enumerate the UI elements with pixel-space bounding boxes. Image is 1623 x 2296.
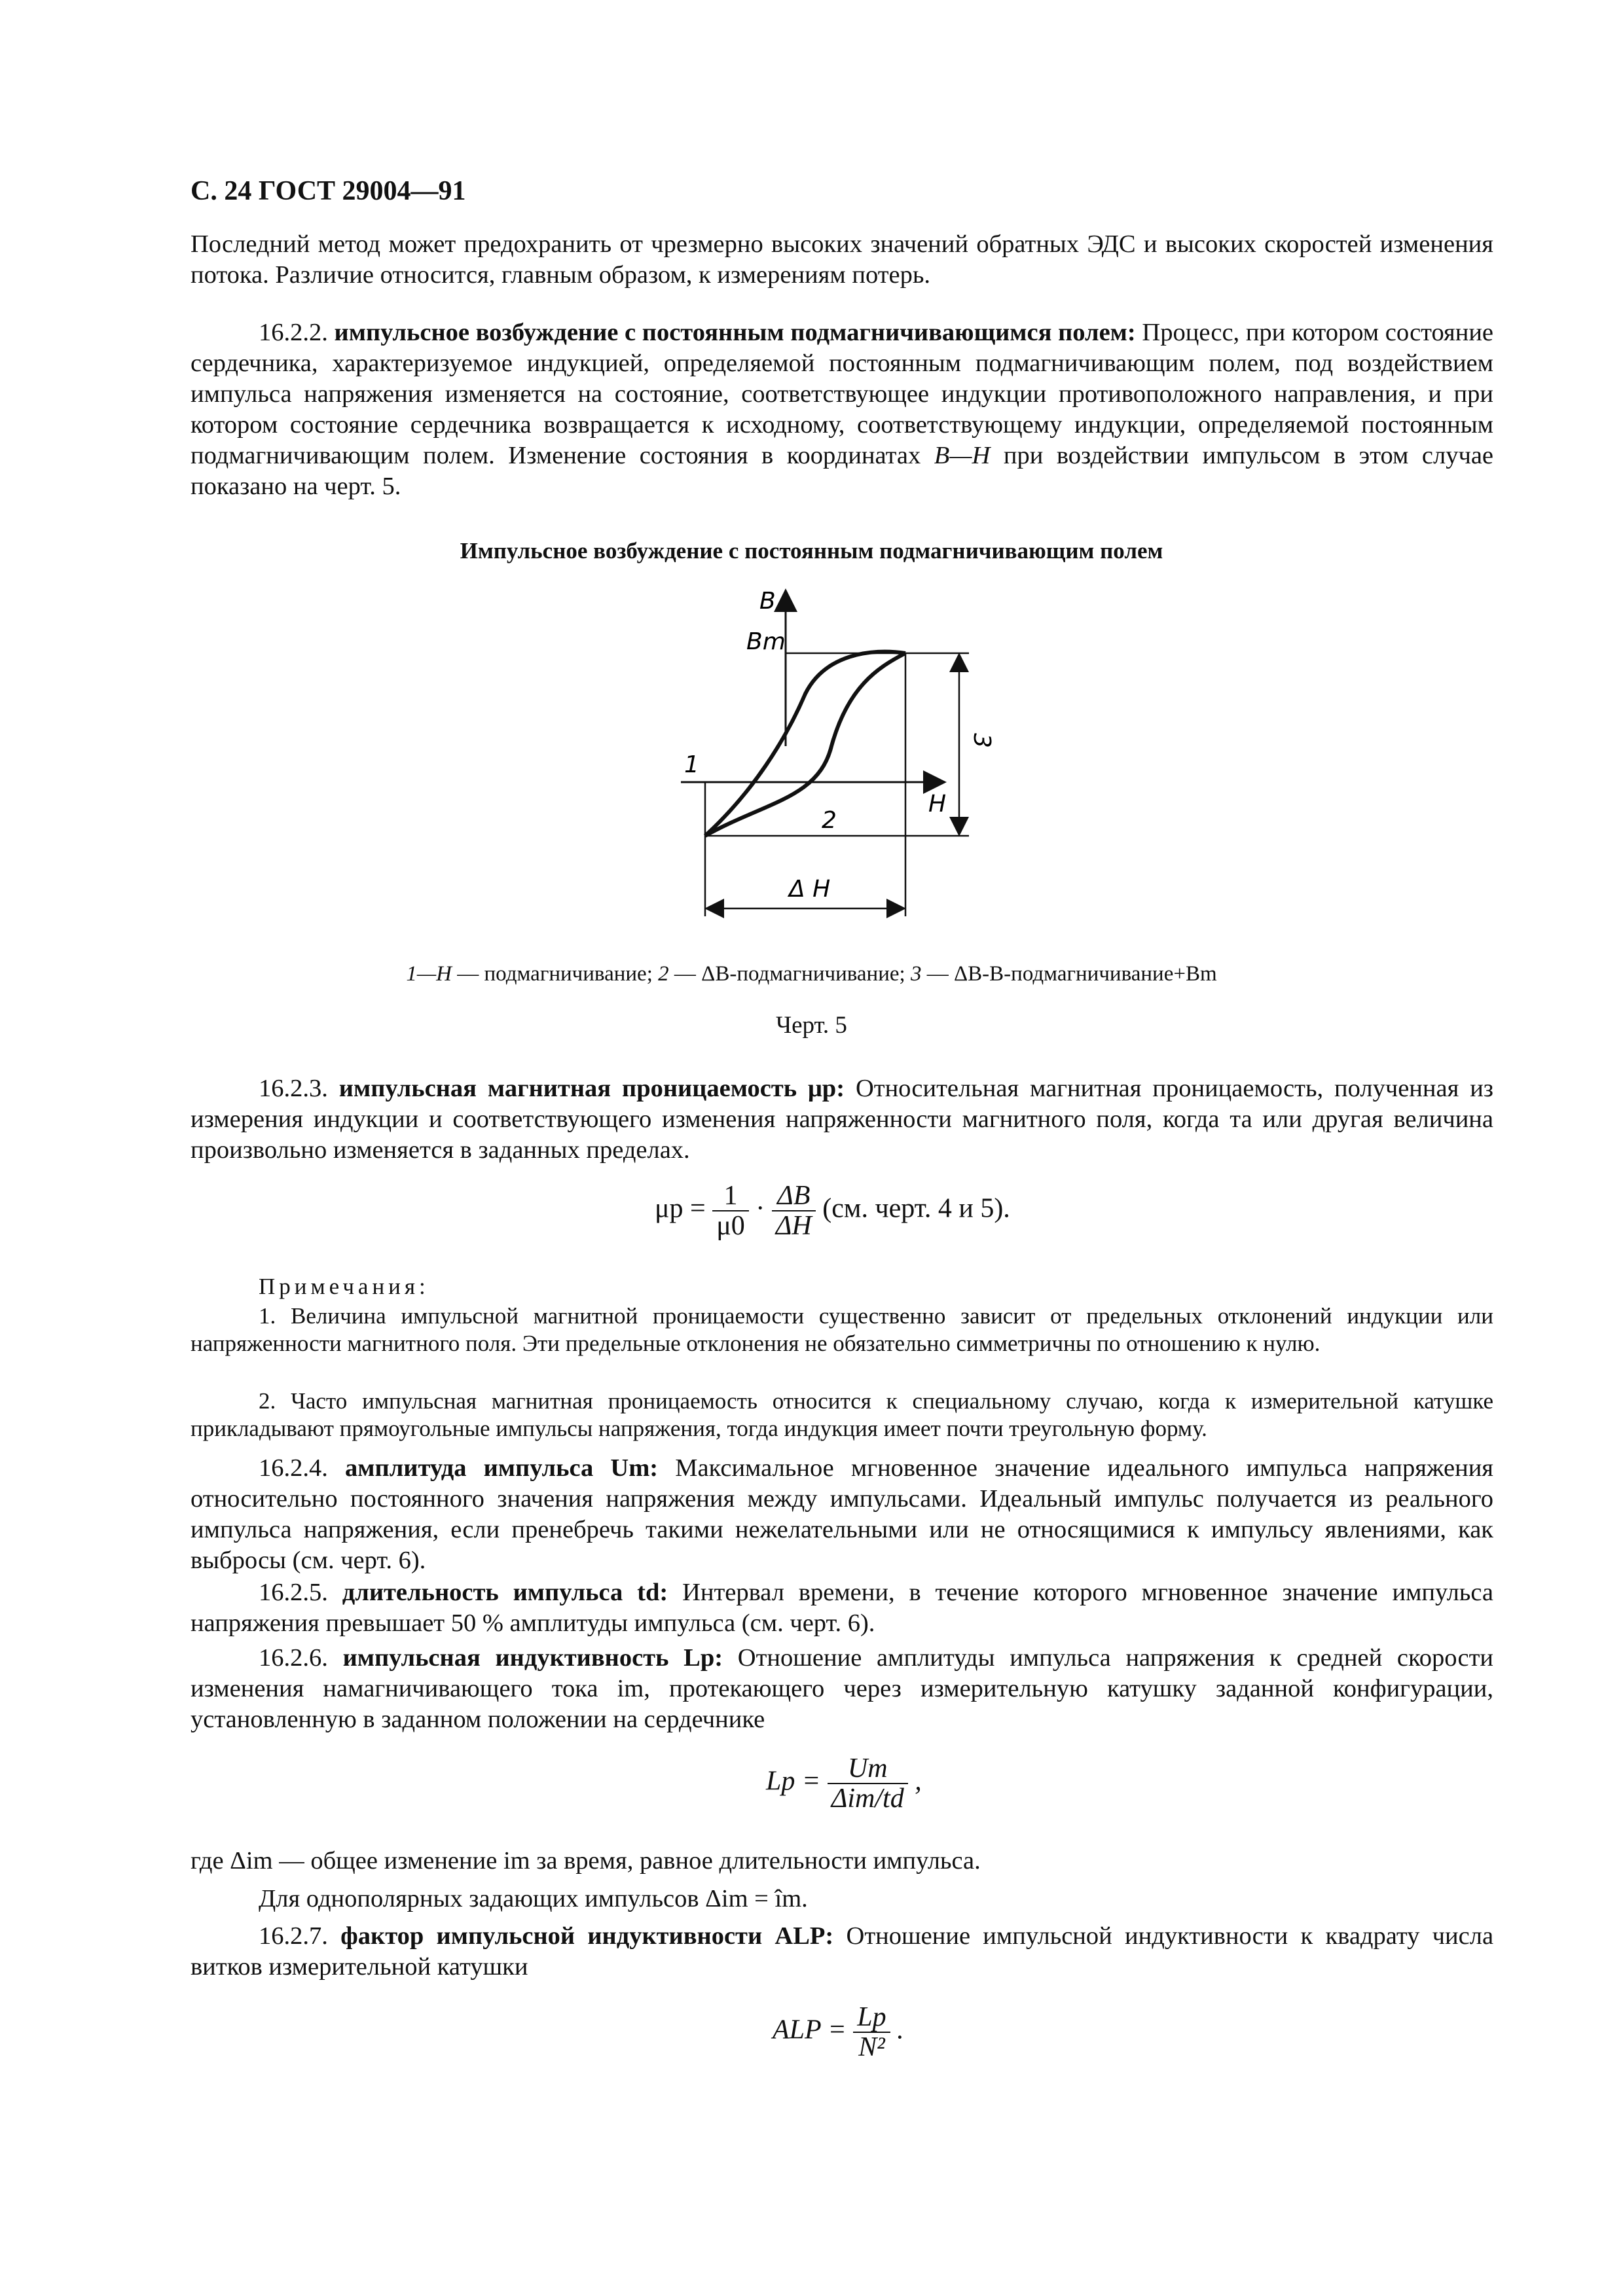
section-term: импульсная индуктивность Lp: [342,1644,723,1672]
legend-2-text: — ΔB-подмагничивание; [668,962,911,986]
section-term: импульсное возбуждение с постоянным подмагничивающимся полем: [334,319,1136,346]
intro-paragraph: Последний метод может предохранить от чрезмерно высоких значений обратных ЭДС и высоких скоростей изменения потока. Различие относится, главным образом, к измерениям потерь. [191,230,1493,289]
fraction [853,2003,890,2062]
legend-1-text: — подмагничивание; [452,962,659,986]
label-h: H [928,791,947,817]
formula-mu-p [655,1181,1010,1240]
section-16-2-2 [191,317,1493,502]
section-number: 16.2.5. [259,1579,328,1606]
label-bm: Bm [746,628,786,655]
section-number: 16.2.4. [259,1454,328,1482]
label-3: 3 [968,733,995,748]
fraction-2-den: ΔH [775,1211,812,1241]
fraction-den: N² [858,2032,885,2062]
hysteresis-figure [655,576,1061,942]
section-text: Интервал времени, в течение которого мгновенное значение импульса напряжения превышает 50 % амплитуды импульса (см. черт. 6). [191,1579,1494,1637]
fraction-1-den: μ0 [716,1211,745,1241]
label-delta-h: Δ H [789,876,831,903]
formula-alp [773,2003,904,2062]
formula-lhs: ALP = [773,2015,847,2045]
section-text-2: при воздействии импульсом в этом случае показано на черт. 5. [191,442,1493,500]
unipolar-line: Для однополярных задающих импульсов Δim = îm. [259,1885,808,1912]
section-text: Отношение амплитуды импульса напряжения к средней скорости изменения намагничивающего тока im, протекающего через измерительную катушку заданной конфигурации, установленную в заданном положении на сердечнике [191,1644,1494,1733]
section-16-2-3 [191,1073,1493,1166]
section-16-2-6 [191,1643,1493,1735]
legend-3: 3 [910,962,922,986]
formula-tail: , [915,1766,922,1797]
figure-title: Импульсное возбуждение с постоянным подмагничивающим полем [460,538,1163,564]
label-b: B [759,588,776,615]
fraction-1-num: 1 [712,1181,749,1211]
section-term: фактор импульсной индуктивности ALP: [340,1922,834,1950]
formula-lhs: Lp = [766,1766,821,1797]
notes-title: Примечания: [259,1274,429,1299]
label-1: 1 [684,751,699,778]
section-text: Отношение импульсной индуктивности к квадрату числа витков измерительной катушки [191,1922,1494,1981]
upper-curve [705,652,905,836]
fraction-1 [712,1181,749,1240]
figure-legend [0,962,1623,986]
section-number: 16.2.2. [259,319,328,346]
fraction [828,1754,908,1813]
legend-1: 1—H [406,962,452,986]
section-number: 16.2.3. [259,1075,328,1102]
note-2: 2. Часто импульсная магнитная проницаемость относится к специальному случаю, когда к измерительной катушке прикладывают прямоугольные импульсы напряжения, тогда индукция имеет почти треугольную форму. [191,1388,1493,1441]
section-number: 16.2.6. [259,1644,328,1672]
section-16-2-5 [191,1577,1493,1639]
section-number: 16.2.7. [259,1922,328,1950]
label-2: 2 [822,807,837,834]
fraction-den: Δim/td [831,1784,904,1814]
page-header: С. 24 ГОСТ 29004—91 [191,176,466,206]
note-1: 1. Величина импульсной магнитной проницаемости существенно зависит от предельных отклонений индукции или напряженности магнитного поля. Эти предельные отклонения не обязательно симметричны по отношению к нулю. [191,1303,1493,1356]
section-term: импульсная магнитная проницаемость μp: [338,1075,845,1102]
legend-3-text: — ΔB-B-подмагничивание+Bm [921,962,1217,986]
fraction-num: Um [828,1754,908,1784]
fraction-2-num: ΔB [772,1181,816,1211]
section-term: амплитуда импульса Um: [345,1454,659,1482]
where-line: где Δim — общее изменение im за время, равное длительности импульса. [191,1847,981,1874]
section-text: Максимальное мгновенное значение идеального импульса напряжения относительно постоянного значения напряжения между импульсами. Идеальный импульс получается из реального импульса напряжения, если пренебречь такими нежелательными или не относящимися к импульсу явлениями, как выбросы (см. черт. 6). [191,1454,1494,1574]
section-16-2-4 [191,1453,1493,1576]
section-term: длительность импульса td: [342,1579,668,1606]
formula-ref: (см. черт. 4 и 5). [822,1193,1010,1224]
section-text: Относительная магнитная проницаемость, полученная из измерения индукции и соответствующего изменения напряженности магнитного поля, когда та или другая величина произвольно изменяется в заданных пределах. [191,1075,1494,1164]
formula-tail: . [897,2015,904,2045]
formula-dot: · [756,1193,765,1224]
fraction-2 [772,1181,816,1240]
section-16-2-7 [191,1921,1493,1982]
legend-2: 2 [658,962,669,986]
fraction-num: Lp [853,2003,890,2033]
figure-number: Черт. 5 [776,1012,847,1039]
section-text: Процесс, при котором состояние сердечника, характеризуемое индукцией, определяемой постоянным подмагничивающим полем, под воздействием импульса напряжения изменяется на состояние, соответствующее индукции противоположного направления, и при котором состояние сердечника возвращается к исходному, соответствующему индукции, определяемой постоянным подмагничивающим полем. Изменение состояния в координатах [191,319,1494,469]
lower-curve [705,653,905,836]
coord-label: B—H [934,442,991,469]
formula-lhs: μp = [655,1193,706,1224]
formula-lp [766,1754,922,1813]
